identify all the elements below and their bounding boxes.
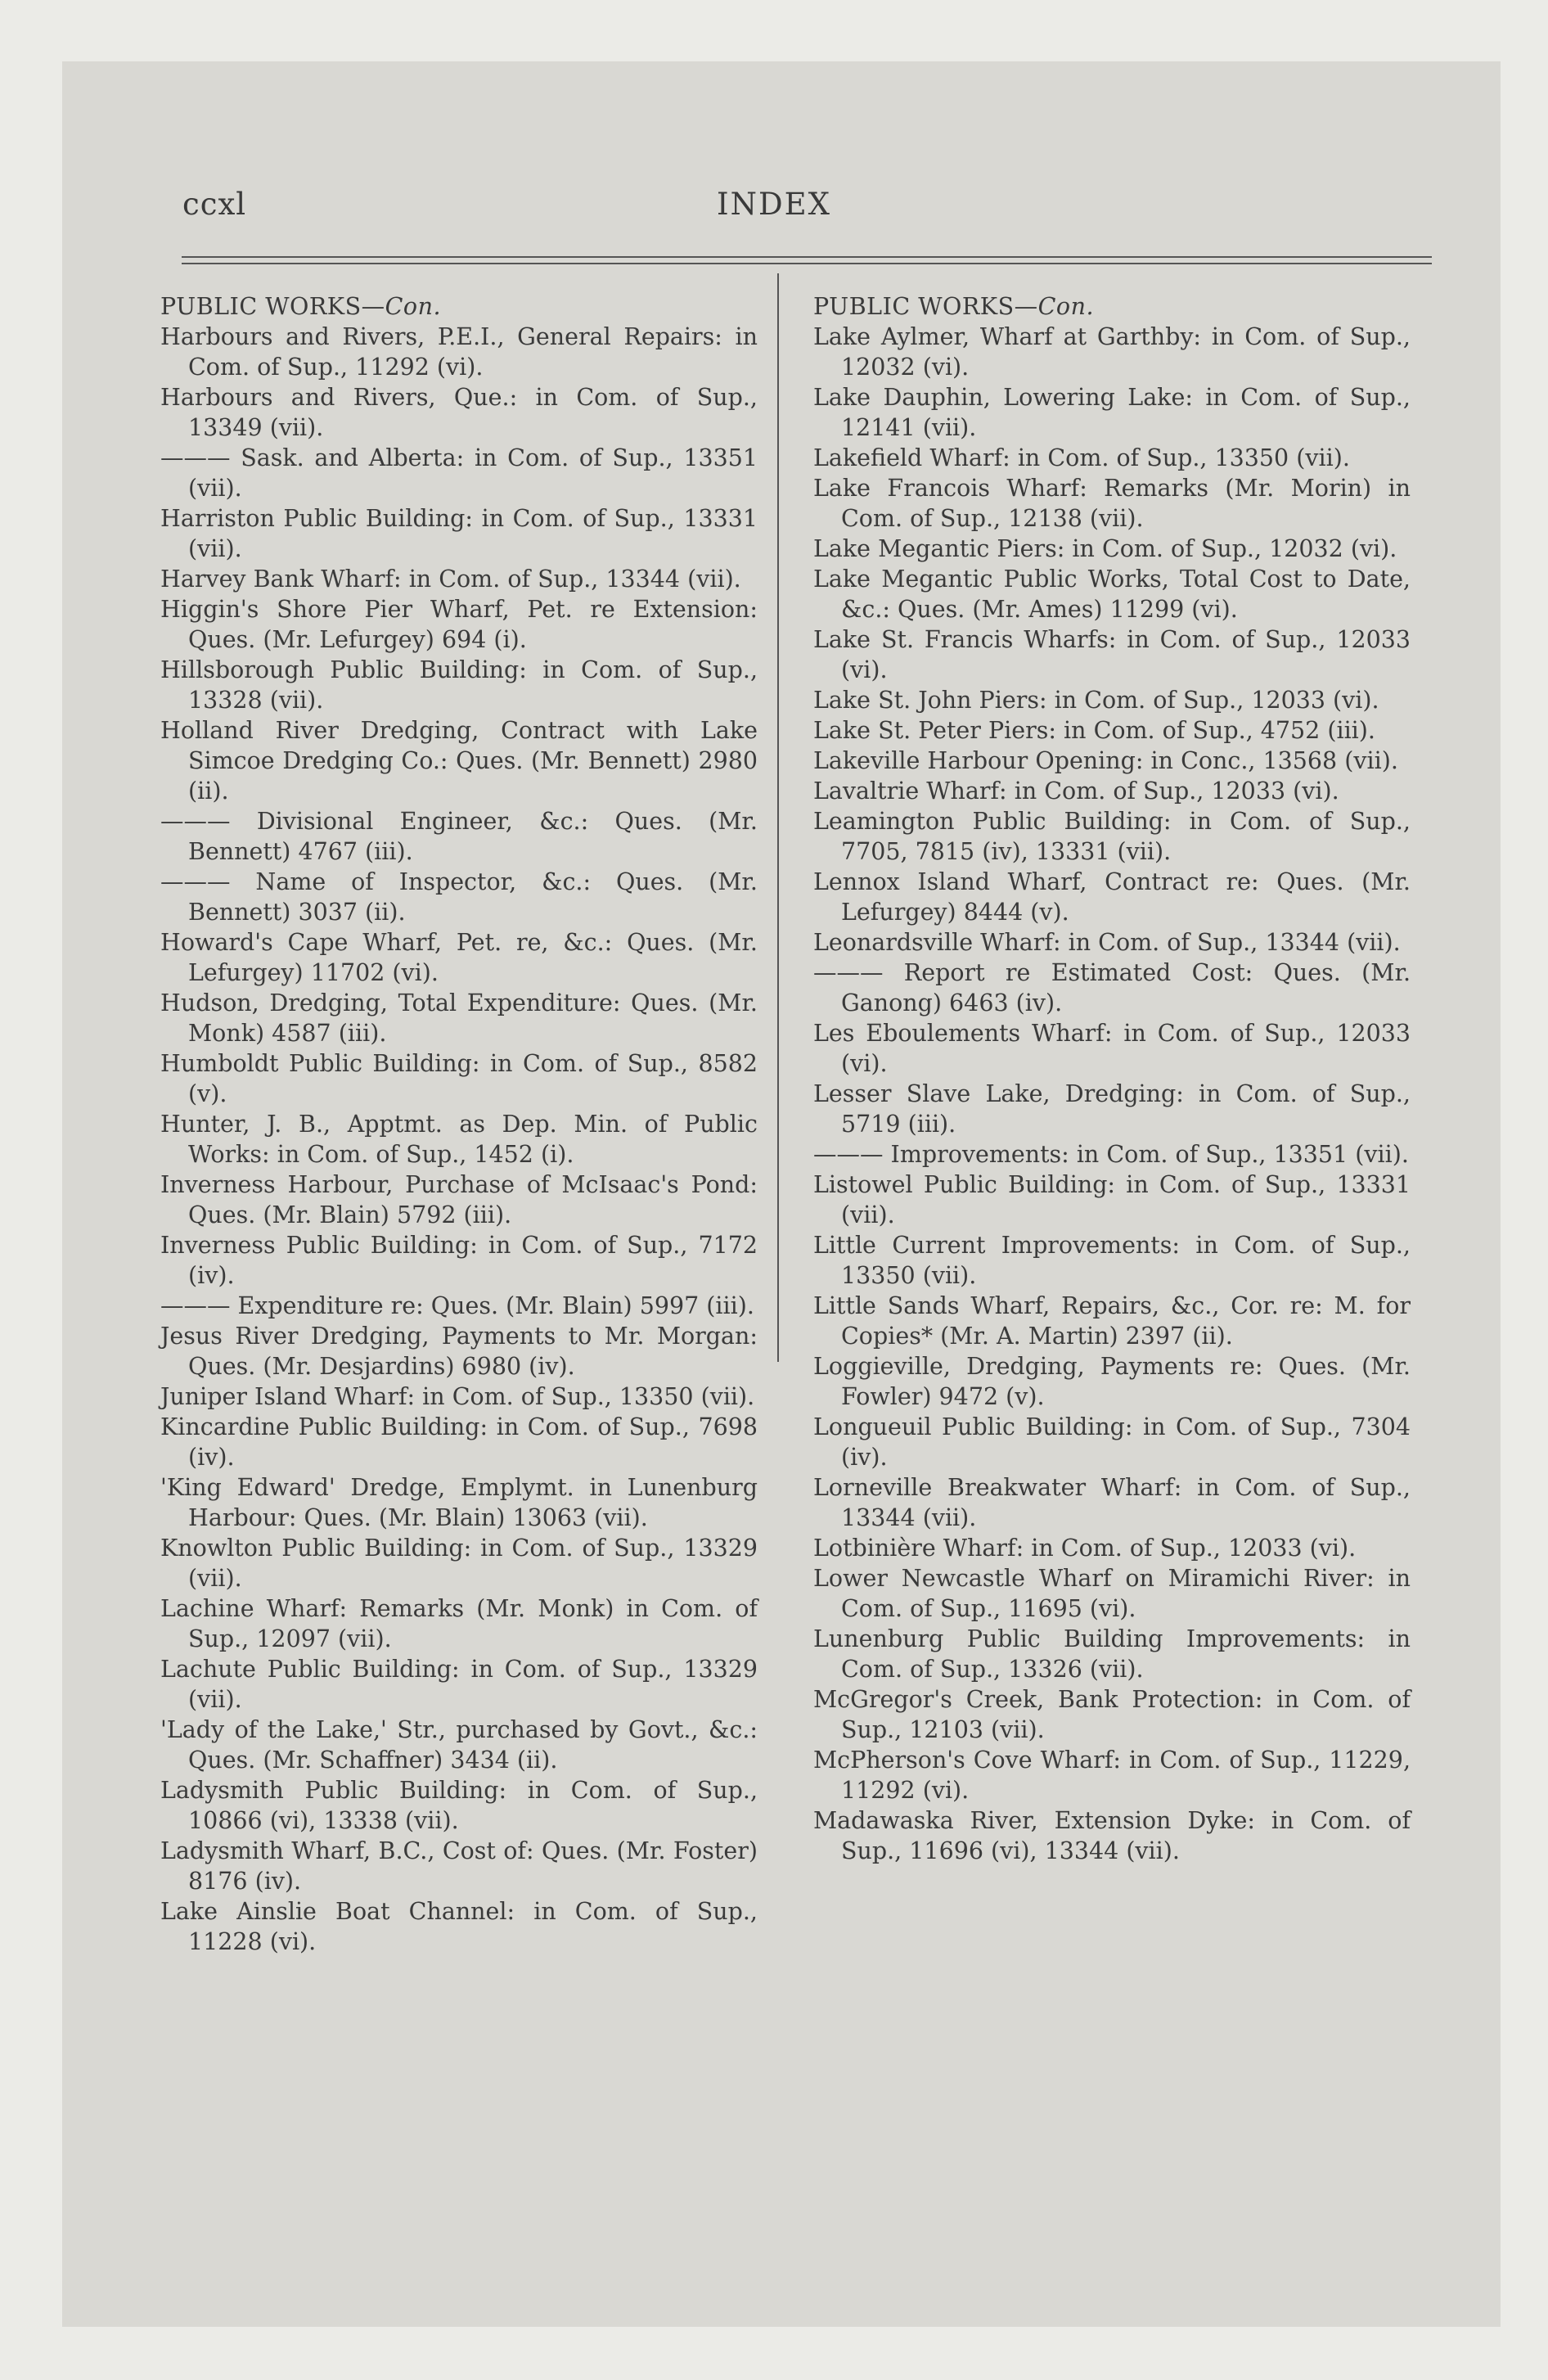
index-entry: Lower Newcastle Wharf on Miramichi River: in Com. of Sup., 11695 (vi). xyxy=(813,1565,1411,1622)
index-entry: McGregor's Creek, Bank Protection: in Com. of Sup., 12103 (vii). xyxy=(813,1686,1411,1743)
index-entry: Higgin's Shore Pier Wharf, Pet. re Extension: Ques. (Mr. Lefurgey) 694 (i). xyxy=(160,596,758,653)
index-entry: Harbours and Rivers, P.E.I., General Repairs: in Com. of Sup., 11292 (vi). xyxy=(160,323,758,381)
index-entry: Les Eboulements Wharf: in Com. of Sup., 12033 (vi). xyxy=(813,1020,1411,1077)
index-entry: Lake Aylmer, Wharf at Garthby: in Com. of Sup., 12032 (vi). xyxy=(813,323,1411,381)
index-entry: Lake St. John Piers: in Com. of Sup., 12033 (vi). xyxy=(813,687,1379,714)
index-entry: Knowlton Public Building: in Com. of Sup., 13329 (vii). xyxy=(160,1535,758,1592)
index-entry: Hillsborough Public Building: in Com. of Sup., 13328 (vii). xyxy=(160,656,758,714)
index-entry: 'Lady of the Lake,' Str., purchased by Govt., &c.: Ques. (Mr. Schaffner) 3434 (ii). xyxy=(160,1716,758,1774)
index-entry: Jesus River Dredging, Payments to Mr. Morgan: Ques. (Mr. Desjardins) 6980 (iv). xyxy=(160,1323,758,1380)
header-rule-top xyxy=(182,256,1432,258)
index-entry: Little Current Improvements: in Com. of Sup., 13350 (vii). xyxy=(813,1232,1411,1289)
index-entry: ——— Improvements: in Com. of Sup., 13351 (vii). xyxy=(813,1141,1409,1168)
index-entry: Listowel Public Building: in Com. of Sup., 13331 (vii). xyxy=(813,1171,1411,1228)
section-title: PUBLIC WORKS— xyxy=(160,293,385,320)
section-heading xyxy=(160,291,758,322)
index-entry: Juniper Island Wharf: in Com. of Sup., 13350 (vii). xyxy=(160,1383,755,1410)
index-entry: ——— Name of Inspector, &c.: Ques. (Mr. Bennett) 3037 (ii). xyxy=(160,868,758,926)
index-entry: Holland River Dredging, Contract with Lake Simcoe Dredging Co.: Ques. (Mr. Bennett) 2980 (ii). xyxy=(160,717,758,805)
index-entry: Hunter, J. B., Apptmt. as Dep. Min. of Public Works: in Com. of Sup., 1452 (i). xyxy=(160,1111,758,1168)
section-continued: Con. xyxy=(385,293,442,320)
right-column xyxy=(813,291,1411,1866)
index-entry: Lesser Slave Lake, Dredging: in Com. of Sup., 5719 (iii). xyxy=(813,1080,1411,1138)
index-entry: Loggieville, Dredging, Payments re: Ques. (Mr. Fowler) 9472 (v). xyxy=(813,1353,1411,1410)
index-entry: Inverness Harbour, Purchase of McIsaac's Pond: Ques. (Mr. Blain) 5792 (iii). xyxy=(160,1171,758,1228)
index-entry: Ladysmith Public Building: in Com. of Sup., 10866 (vi), 13338 (vii). xyxy=(160,1777,758,1834)
index-entry: McPherson's Cove Wharf: in Com. of Sup., 11229, 11292 (vi). xyxy=(813,1747,1411,1804)
index-entry: Leamington Public Building: in Com. of Sup., 7705, 7815 (iv), 13331 (vii). xyxy=(813,808,1411,865)
header-rule-bottom xyxy=(182,263,1432,264)
index-entry: 'King Edward' Dredge, Emplymt. in Lunenburg Harbour: Ques. (Mr. Blain) 13063 (vii). xyxy=(160,1474,758,1531)
index-entry: Lennox Island Wharf, Contract re: Ques. (Mr. Lefurgey) 8444 (v). xyxy=(813,868,1411,926)
index-entry: Harriston Public Building: in Com. of Sup., 13331 (vii). xyxy=(160,505,758,562)
index-entry: Harbours and Rivers, Que.: in Com. of Sup., 13349 (vii). xyxy=(160,384,758,441)
index-entry: Lakefield Wharf: in Com. of Sup., 13350 (vii). xyxy=(813,444,1350,471)
index-entry: Harvey Bank Wharf: in Com. of Sup., 13344 (vii). xyxy=(160,566,741,593)
section-continued: Con. xyxy=(1037,293,1095,320)
index-entry: ——— Report re Estimated Cost: Ques. (Mr. Ganong) 6463 (iv). xyxy=(813,959,1411,1016)
index-entry: Lachute Public Building: in Com. of Sup., 13329 (vii). xyxy=(160,1656,758,1713)
index-entry: Lavaltrie Wharf: in Com. of Sup., 12033 (vi). xyxy=(813,778,1339,805)
index-entry: Lachine Wharf: Remarks (Mr. Monk) in Com. of Sup., 12097 (vii). xyxy=(160,1595,758,1652)
left-column xyxy=(160,291,758,1957)
index-entry: Kincardine Public Building: in Com. of Sup., 7698 (iv). xyxy=(160,1413,758,1471)
index-entry: Lunenburg Public Building Improvements: in Com. of Sup., 13326 (vii). xyxy=(813,1625,1411,1683)
page-number: ccxl xyxy=(182,187,247,222)
index-entry: Lake St. Francis Wharfs: in Com. of Sup., 12033 (vi). xyxy=(813,626,1411,683)
index-entry: ——— Sask. and Alberta: in Com. of Sup., 13351 (vii). xyxy=(160,444,758,502)
index-entry: Inverness Public Building: in Com. of Sup., 7172 (iv). xyxy=(160,1232,758,1289)
index-entry: Leonardsville Wharf: in Com. of Sup., 13344 (vii). xyxy=(813,929,1401,956)
index-entry: ——— Expenditure re: Ques. (Mr. Blain) 5997 (iii). xyxy=(160,1292,754,1319)
running-head-title: INDEX xyxy=(716,187,831,222)
index-entry: Little Sands Wharf, Repairs, &c., Cor. re: M. for Copies* (Mr. A. Martin) 2397 (ii). xyxy=(813,1292,1411,1350)
index-entry: Ladysmith Wharf, B.C., Cost of: Ques. (Mr. Foster) 8176 (iv). xyxy=(160,1837,758,1895)
index-entry: Lake St. Peter Piers: in Com. of Sup., 4752 (iii). xyxy=(813,717,1375,744)
index-entry: Lake Megantic Public Works, Total Cost to Date, &c.: Ques. (Mr. Ames) 11299 (vi). xyxy=(813,566,1411,623)
index-entry: Madawaska River, Extension Dyke: in Com. of Sup., 11696 (vi), 13344 (vii). xyxy=(813,1807,1411,1864)
index-entry: Lorneville Breakwater Wharf: in Com. of Sup., 13344 (vii). xyxy=(813,1474,1411,1531)
column-divider xyxy=(777,273,779,1362)
index-entry: Lake Francois Wharf: Remarks (Mr. Morin) in Com. of Sup., 12138 (vii). xyxy=(813,475,1411,532)
index-entry: Lake Dauphin, Lowering Lake: in Com. of Sup., 12141 (vii). xyxy=(813,384,1411,441)
index-entry: Longueuil Public Building: in Com. of Sup., 7304 (iv). xyxy=(813,1413,1411,1471)
index-entry: Lotbinière Wharf: in Com. of Sup., 12033 (vi). xyxy=(813,1535,1357,1562)
index-entry: Lake Megantic Piers: in Com. of Sup., 12032 (vi). xyxy=(813,535,1397,562)
index-entry: Hudson, Dredging, Total Expenditure: Ques. (Mr. Monk) 4587 (iii). xyxy=(160,989,758,1047)
index-entry: ——— Divisional Engineer, &c.: Ques. (Mr. Bennett) 4767 (iii). xyxy=(160,808,758,865)
index-entry: Howard's Cape Wharf, Pet. re, &c.: Ques. (Mr. Lefurgey) 11702 (vi). xyxy=(160,929,758,986)
section-heading xyxy=(813,291,1411,322)
index-entry: Lake Ainslie Boat Channel: in Com. of Sup., 11228 (vi). xyxy=(160,1898,758,1955)
index-entry: Lakeville Harbour Opening: in Conc., 13568 (vii). xyxy=(813,747,1398,774)
section-title: PUBLIC WORKS— xyxy=(813,293,1038,320)
index-entry: Humboldt Public Building: in Com. of Sup., 8582 (v). xyxy=(160,1050,758,1107)
